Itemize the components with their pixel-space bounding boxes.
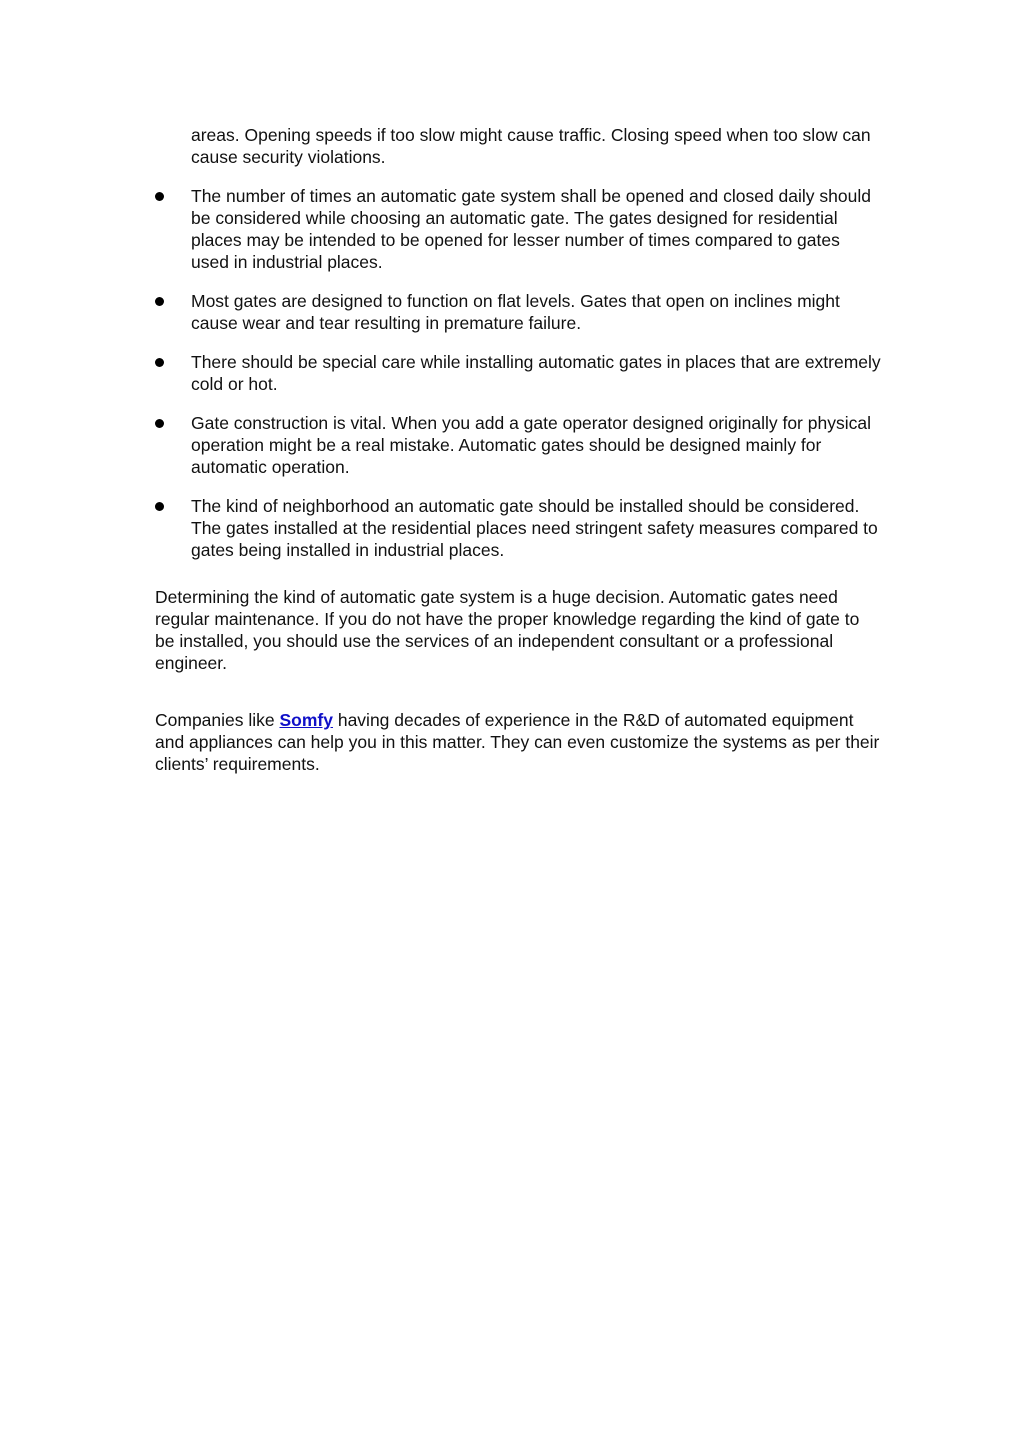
list-item-text: Gate construction is vital. When you add a gate operator designed originally for physical operation might be a real mistake. Automatic gates should be designed mainly for automatic operation.: [191, 413, 871, 477]
bullet-icon: [155, 502, 164, 511]
somfy-link[interactable]: Somfy: [279, 710, 333, 730]
list-item-text: Most gates are designed to function on flat levels. Gates that open on inclines might cause wear and tear resulting in premature failure.: [191, 291, 840, 333]
bullet-icon: [155, 297, 164, 306]
list-item: [155, 185, 881, 273]
companies-paragraph: [155, 709, 881, 775]
companies-text-before-link: Companies like: [155, 710, 280, 730]
list-item: [155, 412, 881, 478]
bullet-list: [155, 185, 881, 578]
list-item: [155, 495, 881, 561]
list-item-text: The kind of neighborhood an automatic gate should be installed should be considered. The gates installed at the residential places need stringent safety measures compared to gates being installed in industrial places.: [191, 496, 878, 560]
list-item-text: The number of times an automatic gate system shall be opened and closed daily should be considered while choosing an automatic gate. The gates designed for residential places may be intended to be opened for lesser number of times compared to gates used in industrial places.: [191, 186, 871, 272]
determining-paragraph: Determining the kind of automatic gate system is a huge decision. Automatic gates need regular maintenance. If you do not have the proper knowledge regarding the kind of gate to be installed, you should use the services of an independent consultant or a professional engineer.: [155, 587, 860, 673]
bullet-icon: [155, 192, 164, 201]
continued-paragraph: areas. Opening speeds if too slow might cause traffic. Closing speed when too slow can cause security violations.: [191, 125, 871, 167]
bullet-icon: [155, 358, 164, 367]
list-item: [155, 351, 881, 395]
companies-text-after-link: having decades of experience in the R&D of automated equipment and appliances can help you in this matter. They can even customize the systems as per their clients’ requirements.: [155, 710, 880, 774]
list-item-text: There should be special care while installing automatic gates in places that are extremely cold or hot.: [191, 352, 881, 394]
bullet-icon: [155, 419, 164, 428]
list-item: [155, 290, 881, 334]
